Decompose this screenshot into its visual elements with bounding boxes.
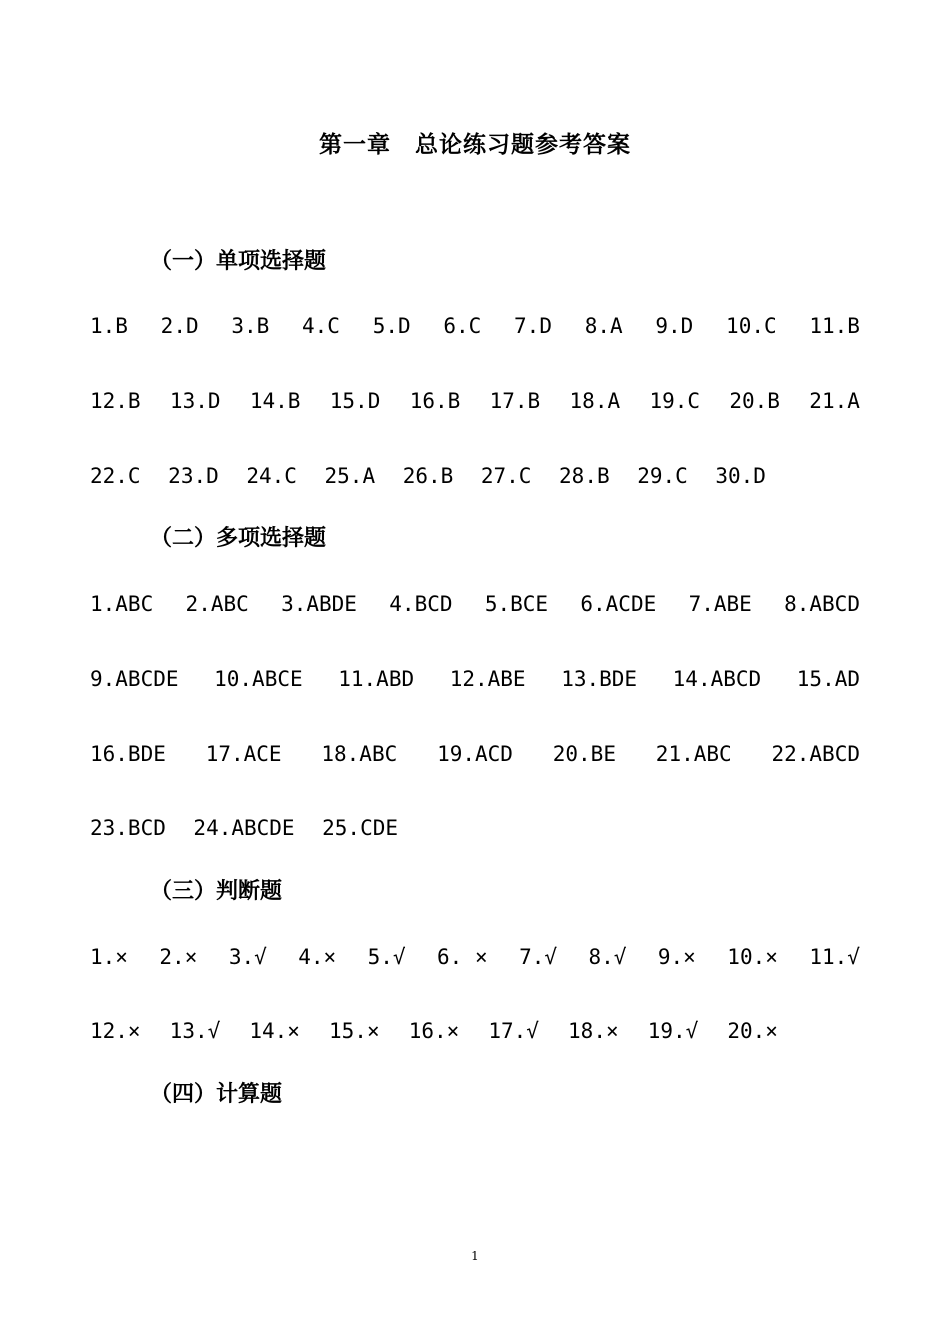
answer-item: 23.D	[168, 464, 219, 488]
answer-item: 9.ABCDE	[90, 667, 179, 691]
page-title: 第一章 总论练习题参考答案	[319, 132, 631, 158]
answer-item: 6.C	[443, 314, 482, 338]
answer-item: 15.D	[329, 389, 381, 413]
answer-item: 26.B	[402, 464, 454, 488]
answer-item: 20.×	[727, 1019, 778, 1043]
answer-item: 12.ABE	[449, 667, 526, 691]
answer-row	[90, 385, 860, 417]
answer-item: 6. ×	[437, 945, 488, 969]
answer-item: 10.×	[727, 945, 778, 969]
answer-item: 4.×	[298, 945, 337, 969]
answer-row	[90, 588, 860, 620]
answer-item: 13.BDE	[561, 667, 638, 691]
answer-item: 20.B	[729, 389, 780, 413]
answer-item: 15.×	[329, 1019, 380, 1043]
answer-item: 14.ABCD	[672, 667, 762, 691]
answer-item: 5.BCE	[484, 592, 549, 616]
answer-item: 12.×	[90, 1019, 141, 1043]
answer-item: 21.ABC	[655, 742, 732, 766]
answer-item: 9.×	[657, 945, 696, 969]
answer-item: 30.D	[715, 464, 766, 488]
answer-item: 4.C	[302, 314, 340, 338]
answer-item: 3.B	[231, 314, 270, 338]
answer-item: 16.×	[408, 1019, 460, 1043]
answer-item: 17.√	[488, 1019, 539, 1043]
answer-item: 8.A	[584, 314, 623, 338]
answer-item: 8.√	[588, 945, 627, 969]
answer-row	[90, 941, 860, 973]
answer-item: 17.B	[489, 389, 541, 413]
answer-item: 20.BE	[552, 742, 616, 766]
answer-item: 25.A	[324, 464, 376, 488]
answer-item: 19.C	[649, 389, 701, 413]
answer-item: 11.√	[809, 945, 860, 969]
answer-item: 23.BCD	[90, 816, 166, 840]
answer-item: 1.ABC	[90, 592, 154, 616]
answer-item: 10.ABCE	[214, 667, 303, 691]
answer-item: 24.ABCDE	[193, 816, 295, 840]
answer-item: 27.C	[480, 464, 532, 488]
answer-item: 3.√	[228, 945, 267, 969]
answer-item: 7.ABE	[688, 592, 752, 616]
answer-item: 5.√	[367, 945, 406, 969]
answer-row	[90, 310, 860, 342]
answer-item: 6.ACDE	[580, 592, 657, 616]
section-heading-calculation: （四）计算题	[150, 1082, 283, 1107]
answer-item: 1.×	[90, 945, 128, 969]
answer-item: 17.ACE	[205, 742, 282, 766]
section-heading-multiple-choice: （二）多项选择题	[150, 526, 327, 551]
answer-item: 1.B	[90, 314, 128, 338]
answer-item: 2.×	[159, 945, 198, 969]
answer-row	[90, 812, 398, 844]
answer-item: 24.C	[246, 464, 297, 488]
answer-item: 7.√	[519, 945, 558, 969]
section-heading-single-choice: （一）单项选择题	[150, 249, 327, 274]
answer-item: 14.×	[249, 1019, 300, 1043]
answer-item: 18.ABC	[321, 742, 398, 766]
answer-item: 8.ABCD	[784, 592, 860, 616]
section-heading-true-false: （三）判断题	[150, 879, 283, 904]
answer-item: 22.ABCD	[771, 742, 860, 766]
answer-row	[90, 460, 766, 492]
answer-item: 3.ABDE	[281, 592, 357, 616]
answer-item: 9.D	[655, 314, 694, 338]
answer-item: 7.D	[514, 314, 552, 338]
answer-item: 2.ABC	[185, 592, 249, 616]
answer-item: 4.BCD	[389, 592, 453, 616]
answer-item: 14.B	[249, 389, 301, 413]
answer-item: 16.BDE	[90, 742, 166, 766]
answer-item: 18.×	[568, 1019, 619, 1043]
answer-item: 5.D	[372, 314, 411, 338]
answer-item: 12.B	[90, 389, 141, 413]
answer-item: 2.D	[160, 314, 199, 338]
answer-item: 11.B	[809, 314, 860, 338]
answer-row	[90, 663, 860, 695]
page-number: 1	[471, 1249, 479, 1263]
answer-row	[90, 1015, 778, 1047]
answer-item: 19.√	[647, 1019, 699, 1043]
answer-item: 18.A	[569, 389, 621, 413]
answer-item: 13.D	[169, 389, 221, 413]
answer-item: 15.AD	[796, 667, 860, 691]
answer-item: 10.C	[726, 314, 777, 338]
answer-item: 29.C	[637, 464, 688, 488]
answer-item: 16.B	[409, 389, 461, 413]
answer-item: 28.B	[559, 464, 610, 488]
answer-item: 21.A	[809, 389, 860, 413]
answer-item: 25.CDE	[322, 816, 398, 840]
answer-item: 22.C	[90, 464, 141, 488]
answer-row	[90, 738, 860, 770]
answer-item: 13.√	[169, 1019, 221, 1043]
answer-item: 11.ABD	[338, 667, 415, 691]
answer-item: 19.ACD	[437, 742, 513, 766]
